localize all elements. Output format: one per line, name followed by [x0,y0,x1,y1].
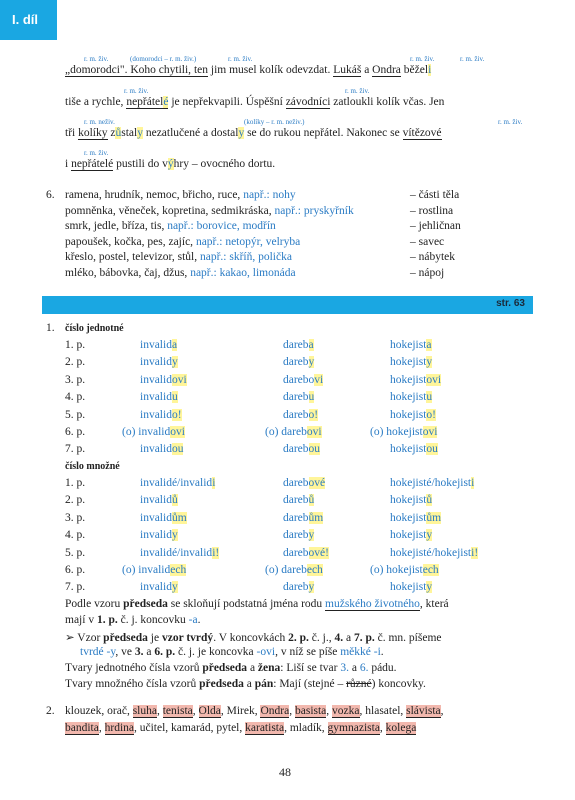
word-ending: i! [471,546,479,559]
declension-form [283,581,314,593]
declension-form [283,494,314,506]
marked-word: basista [294,705,327,717]
example-words: např.: nohy [243,189,296,201]
word-group-row [65,267,296,279]
word-stem: dareb [283,443,309,456]
word-stem: dareb [283,391,309,404]
preposition: (o) [122,426,139,438]
declension-form [370,564,439,576]
declension-form [140,409,182,421]
word-stem: dareb [283,546,309,559]
declension-form [122,426,185,438]
word-ending: ům [426,511,442,524]
word-ending: ech [422,564,439,576]
declension-form [390,356,432,368]
word-ending: ech [170,564,187,576]
grammar-mark: r. m. živ. [84,149,109,157]
word-ending: a [171,339,178,351]
word-ending: u [426,391,433,404]
grammar-mark: r. m. živ. [460,55,485,63]
declension-form [140,529,178,541]
word-stem: hokejist [386,564,423,576]
plural-title: číslo množné [65,461,120,472]
grammar-mark: r. m. živ. [345,87,370,95]
word-ending: ové! [308,546,329,559]
category-label: – rostlina [410,204,454,217]
declension-form [140,374,187,386]
word-ending: y [308,529,315,542]
rule-text-2: mají v 1. p. č. j. koncovku -a. [65,614,201,626]
word-stem: dareb [283,581,309,594]
word-ending: ům [171,511,187,524]
word-ending: ovi [426,373,442,386]
word-stem: invalid [140,494,172,507]
declension-form [140,581,178,593]
declension-form [283,529,314,541]
word-ending: ů [426,494,433,507]
word-stem: dareb [283,494,309,507]
word-stem: hokejist [390,373,427,386]
exercise-number: 6. [46,189,55,201]
declension-form [283,391,314,403]
word-stem: dareb [283,477,309,489]
word-stem: hokejist [386,426,423,438]
declension-form [140,339,177,351]
singular-title: číslo jednotné [65,323,124,334]
word-stem: hokejist [390,408,427,421]
exercise-number: 2. [46,705,55,717]
rule-text-1: Podle vzoru předseda se skloňují podstatná jména rodu mužského životného, která [65,598,449,610]
declension-form [140,494,178,506]
word-ending: i [212,477,216,489]
declension-form [140,477,215,489]
case-label: 6. p. [65,426,86,438]
word-stem: invalid [140,581,172,594]
declension-form [390,494,432,506]
word-text: , [379,722,386,734]
word-ending: o! [308,408,319,421]
word-ending: y [171,529,178,542]
page-reference: str. 63 [496,298,525,309]
marked-word: Olda [198,705,221,717]
page-number: 48 [279,765,291,779]
word-group: ramena, hrudník, nemoc, břicho, ruce, [65,189,244,201]
marked-word: bandita [65,722,99,734]
word-stem: hokejist [390,581,427,594]
case-label: 4. p. [65,391,86,404]
case-label: 2. p. [65,494,86,507]
part-tab [0,0,57,40]
word-stem: invalidé/invalid [140,546,213,559]
word-text: , mladík, [284,722,328,734]
word-ending: ů [171,494,178,507]
declension-form [370,426,437,438]
word-stem: invalid [138,426,171,438]
word-text: , učitel, kamarád, pytel, [134,722,246,734]
word-group-row [65,236,300,248]
word-stem: invalid [140,511,172,524]
word-group: pomněnka, věneček, kopretina, sedmikráska, [65,204,275,217]
category-label: – nábytek [410,251,456,264]
marked-word: slávista [406,705,441,717]
word-stem: hokejist [390,391,427,404]
declension-form [283,356,314,368]
declension-form [122,564,186,576]
word-text: , hlasatel, [359,705,407,717]
word-ending: a [426,339,432,351]
declension-form [283,339,314,351]
word-text: , [326,705,333,717]
word-ending: ovi [171,373,187,386]
word-text: , [440,705,444,717]
grammar-mark: r. m. živ. [228,55,253,63]
text-line-1: „domorodci". Koho chytili, ten jim musel kolík odevzdat. Lukáš a Ondra běželi [65,64,432,76]
word-list-line-2 [65,722,416,734]
word-ending: y [308,356,315,369]
grammar-mark: r. m. živ. [84,55,109,63]
word-stem: invalid [140,391,172,404]
word-stem: dareb [283,511,309,524]
word-group-row [65,220,276,232]
word-stem: dareb [281,426,307,438]
marked-word: kolega [385,722,417,734]
grammar-mark: r. m. živ. [124,87,149,95]
word-stem: hokejist [390,511,427,524]
word-stem: hokejist [390,494,427,507]
declension-form [283,512,323,524]
case-label: 1. p. [65,477,86,489]
declension-form [390,529,432,541]
declension-form [390,409,436,421]
preposition: (o) [122,564,139,576]
word-stem: invalid [140,408,172,421]
declension-form [390,374,441,386]
declension-form [390,547,478,559]
case-label: 6. p. [65,564,86,576]
word-stem: dareb [283,408,309,421]
declension-form [283,374,323,386]
word-text: , [192,705,199,717]
word-stem: invalid [140,529,172,542]
word-ending: y [171,581,178,594]
case-label: 7. p. [65,581,86,594]
example-words: např.: borovice, modřín [167,220,276,233]
word-ending: o! [426,408,437,421]
preposition: (o) [265,564,282,576]
example-words: např.: netopýr, velryba [195,235,301,248]
word-stem: invalid [140,443,172,456]
word-stem: invalidé/invalid [140,477,213,489]
declension-form [140,512,187,524]
example-words: např.: skříň, polička [199,251,292,264]
grammar-mark: r. m. živ. [410,55,435,63]
grammar-mark: (domorodci – r. m. živ.) [130,55,197,63]
case-label: 3. p. [65,373,86,386]
case-label: 1. p. [65,339,86,351]
rule-text-3: ➢ Vzor předseda je vzor tvrdý. V koncovkách 2. p. č. j., 4. a 7. p. č. mn. píšeme [65,632,442,644]
word-ending: y [426,529,433,542]
declension-form [283,443,320,455]
word-ending: ech [306,564,323,576]
declension-form [390,512,441,524]
word-stem: invalid [140,339,172,351]
declension-form [390,477,474,489]
word-text: , [98,722,105,734]
word-stem: invalid [138,564,171,576]
declension-form [140,547,219,559]
word-text: klouzek, orač, [65,705,133,717]
word-ending: vi [314,373,324,386]
case-label: 4. p. [65,529,86,542]
part-tab-label: I. díl [12,12,38,27]
marked-word: Ondra [260,705,290,717]
case-label: 5. p. [65,408,86,421]
declension-form [265,426,322,438]
word-ending: a [308,339,314,351]
word-ending: o! [171,408,182,421]
word-list-line-1 [65,705,444,717]
declension-form [390,339,432,351]
marked-word: tenista [162,705,193,717]
category-label: – nápoj [410,267,445,279]
word-stem: hokejisté/hokejist [390,477,472,489]
word-group-row [65,205,354,217]
word-stem: dareb [283,339,309,351]
marked-word: karatista [245,722,285,734]
case-label: 3. p. [65,511,86,524]
word-stem: hokejist [390,443,427,456]
word-ending: ovi [170,426,185,438]
case-label: 2. p. [65,356,86,369]
word-stem: dareb [281,564,307,576]
rule-text-4: tvrdé -y, ve 3. a 6. p. č. j. je koncovka -ovi, v níž se píše měkké -i. [80,646,384,658]
word-ending: y [171,356,178,369]
word-ending: ům [308,511,324,524]
grammar-mark: r. m. živ. [498,118,523,126]
word-group: smrk, jedle, bříza, tis, [65,220,168,233]
word-ending: ou [308,443,321,456]
grammar-mark: r. m. neživ. [84,118,115,126]
bullet-icon: ➢ [65,632,75,644]
word-text: , [156,705,163,717]
word-ending: ů [308,494,315,507]
category-label: – části těla [410,189,460,201]
marked-word: hrdina [104,722,134,734]
preposition: (o) [265,426,282,438]
page-reference-bar [42,296,533,314]
rule-text-6: Tvary množného čísla vzorů předseda a pán: Mají (stejné – různé) koncovky. [65,678,426,690]
word-stem: hokejist [390,529,427,542]
word-text: , [289,705,295,717]
example-words: např.: kakao, limonáda [190,267,296,279]
word-ending: y [426,581,433,594]
word-ending: ou [426,443,438,456]
grammar-mark: (kolíky – r. m. neživ.) [244,118,305,126]
word-group: křeslo, postel, televizor, stůl, [65,251,200,264]
text-line-4: i nepřátelé pustili do výhry – ovocného dortu. [65,158,276,170]
declension-form [140,443,183,455]
word-stem: hokejist [390,356,427,369]
case-label: 5. p. [65,546,86,559]
category-label: – jehličnan [410,220,461,233]
marked-word: gymnazista [327,722,380,734]
word-ending: ovi [306,426,322,438]
marked-word: vozka [332,705,360,717]
declension-form [390,581,432,593]
word-stem: hokejist [390,339,427,351]
word-ending: ou [171,443,184,456]
declension-form [283,409,318,421]
preposition: (o) [370,426,387,438]
category-label: – savec [410,235,445,248]
word-ending: u [308,391,315,404]
word-group-row [65,251,292,263]
word-ending: i! [212,546,220,559]
word-stem: hokejisté/hokejist [390,546,472,559]
word-ending: i [471,477,475,489]
marked-word: sluha [132,705,157,717]
word-stem: invalid [140,373,172,386]
case-label: 7. p. [65,443,86,456]
example-words: např.: pryskyřník [274,204,354,217]
declension-form [140,391,178,403]
exercise-number: 1. [46,322,55,334]
word-stem: darebo [283,373,315,386]
word-group: mléko, bábovka, čaj, džus, [65,267,191,279]
text-line-2: tiše a rychle, nepřátelé je nepřekvapili. Úspěšní závodníci zatloukli kolík včas. Jen [65,96,445,108]
preposition: (o) [370,564,387,576]
declension-form [283,547,329,559]
word-stem: invalid [140,356,172,369]
word-ending: ové [308,477,326,489]
declension-form [265,564,323,576]
word-stem: dareb [283,529,309,542]
word-ending: y [426,356,433,369]
word-group: papoušek, kočka, pes, zajíc, [65,235,196,248]
word-ending: ovi [422,426,438,438]
word-text: , Mirek, [220,705,261,717]
word-ending: y [308,581,315,594]
word-stem: dareb [283,356,309,369]
text-line-3: tři kolíky zůstaly nezatlučené a dostaly se do rukou nepřátel. Nakonec se vítězové [65,127,442,139]
rule-text-5: Tvary jednotného čísla vzorů předseda a žena: Liší se tvar 3. a 6. pádu. [65,662,397,674]
declension-form [140,356,178,368]
word-group-row [65,189,296,201]
declension-form [283,477,325,489]
word-ending: u [171,391,178,404]
declension-form [390,391,432,403]
declension-form [390,443,438,455]
